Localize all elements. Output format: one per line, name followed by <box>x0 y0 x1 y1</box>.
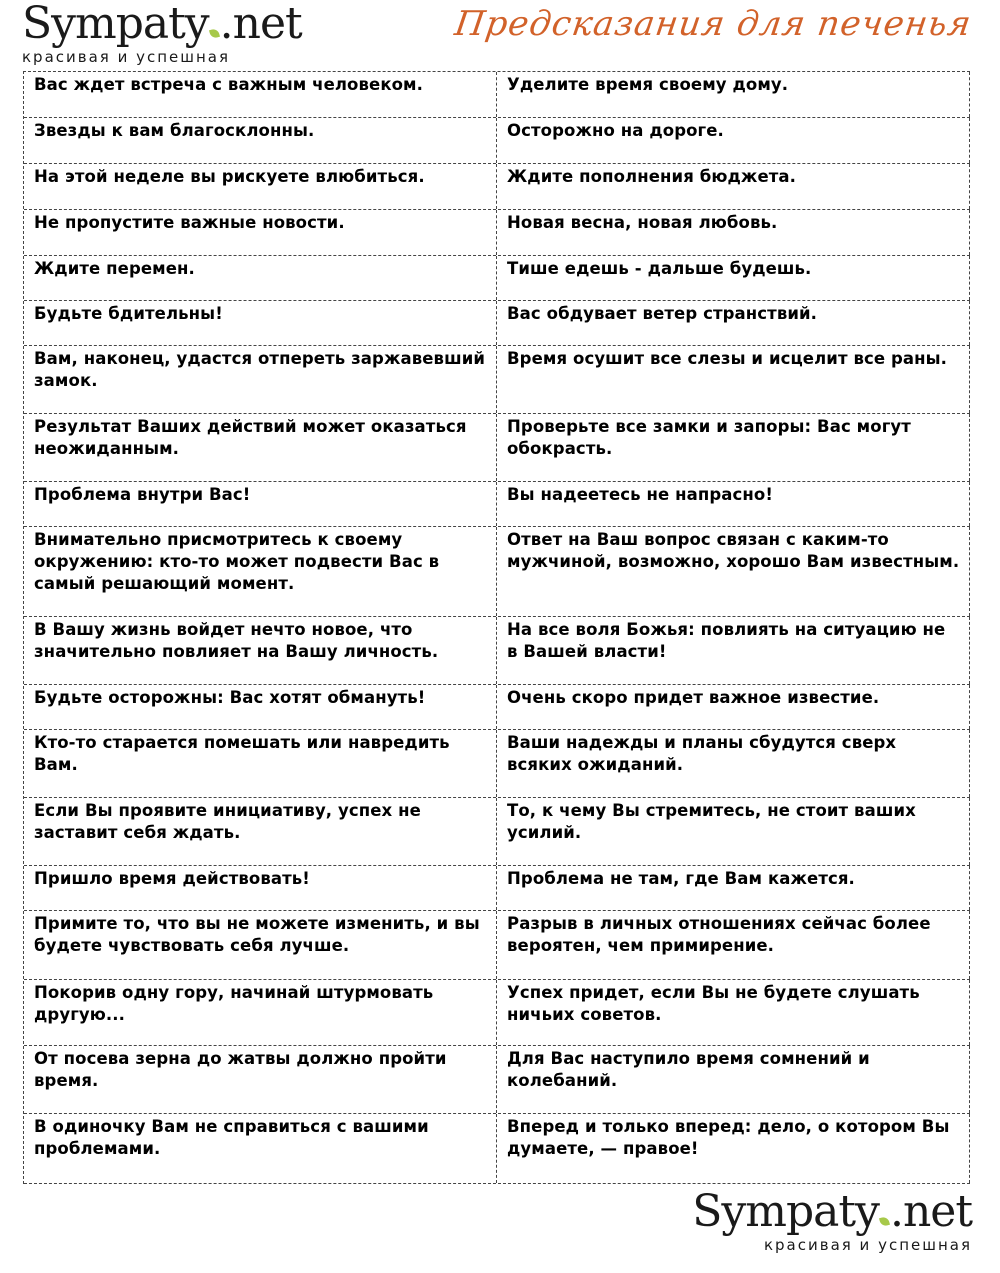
prediction-cell: Кто-то старается помешать или навредить Вам. <box>24 730 497 797</box>
leaf-icon <box>879 1216 890 1227</box>
prediction-cell: Ждите перемен. <box>24 256 497 300</box>
table-row <box>24 866 970 911</box>
prediction-cell: Пришло время действовать! <box>24 866 497 910</box>
page-title: Предсказания для печенья <box>452 4 975 44</box>
prediction-cell: Время осушит все слезы и исцелит все раны. <box>497 346 970 413</box>
prediction-cell: Уделите время своему дому. <box>497 72 970 117</box>
table-row <box>24 256 970 301</box>
prediction-cell: Для Вас наступило время сомнений и колебаний. <box>497 1046 970 1113</box>
prediction-cell: Будьте бдительны! <box>24 301 497 345</box>
table-row <box>24 911 970 980</box>
prediction-cell: Ваши надежды и планы сбудутся сверх всяких ожиданий. <box>497 730 970 797</box>
prediction-cell: Вы надеетесь не напрасно! <box>497 482 970 526</box>
prediction-cell: Ждите пополнения бюджета. <box>497 164 970 209</box>
prediction-cell: От посева зерна до жатвы должно пройти время. <box>24 1046 497 1113</box>
leaf-icon <box>209 28 220 39</box>
prediction-cell: Внимательно присмотритесь к своему окружению: кто-то может подвести Вас в самый решающий момент. <box>24 527 497 616</box>
table-row <box>24 730 970 798</box>
table-row <box>24 164 970 210</box>
prediction-cell: На этой неделе вы рискуете влюбиться. <box>24 164 497 209</box>
logo-brand: Sympaty .net <box>22 0 302 49</box>
prediction-cell: Результат Ваших действий может оказаться неожиданным. <box>24 414 497 481</box>
prediction-cell: Вас ждет встреча с важным человеком. <box>24 72 497 117</box>
table-row <box>24 617 970 685</box>
prediction-cell: Проблема не там, где Вам кажется. <box>497 866 970 910</box>
prediction-cell: Если Вы проявите инициативу, успех не заставит себя ждать. <box>24 798 497 865</box>
table-row <box>24 685 970 730</box>
logo-tagline: красивая и успешная <box>22 48 231 66</box>
prediction-cell: Вперед и только вперед: дело, о котором Вы думаете, — правое! <box>497 1114 970 1183</box>
prediction-cell: Не пропустите важные новости. <box>24 210 497 255</box>
table-row <box>24 118 970 164</box>
prediction-cell: Очень скоро придет важное известие. <box>497 685 970 729</box>
prediction-cell: Проблема внутри Вас! <box>24 482 497 526</box>
prediction-cell: Проверьте все замки и запоры: Вас могут обокрасть. <box>497 414 970 481</box>
logo-domain: net <box>902 1186 972 1237</box>
table-row <box>24 301 970 346</box>
prediction-cell: Покорив одну гору, начинай штурмовать другую... <box>24 980 497 1045</box>
table-row <box>24 482 970 527</box>
prediction-cell: Звезды к вам благосклонны. <box>24 118 497 163</box>
prediction-cell: В одиночку Вам не справиться с вашими проблемами. <box>24 1114 497 1183</box>
prediction-cell: То, к чему Вы стремитесь, не стоит ваших усилий. <box>497 798 970 865</box>
prediction-cell: Успех придет, если Вы не будете слушать ничьих советов. <box>497 980 970 1045</box>
prediction-cell: Примите то, что вы не можете изменить, и вы будете чувствовать себя лучше. <box>24 911 497 979</box>
table-row <box>24 980 970 1046</box>
table-row <box>24 72 970 118</box>
prediction-cell: Ответ на Ваш вопрос связан с каким-то мужчиной, возможно, хорошо Вам известным. <box>497 527 970 616</box>
table-row <box>24 527 970 617</box>
table-row <box>24 414 970 482</box>
prediction-cell: Тише едешь - дальше будешь. <box>497 256 970 300</box>
predictions-table <box>23 71 970 1184</box>
logo-name: Sympaty <box>692 1186 879 1237</box>
prediction-cell: Вам, наконец, удастся отпереть заржавевший замок. <box>24 346 497 413</box>
prediction-cell: В Вашу жизнь войдет нечто новое, что значительно повлияет на Вашу личность. <box>24 617 497 684</box>
prediction-cell: Новая весна, новая любовь. <box>497 210 970 255</box>
table-row <box>24 346 970 414</box>
prediction-cell: Будьте осторожны: Вас хотят обмануть! <box>24 685 497 729</box>
table-row <box>24 1114 970 1184</box>
table-row <box>24 798 970 866</box>
prediction-cell: Разрыв в личных отношениях сейчас более вероятен, чем примирение. <box>497 911 970 979</box>
prediction-cell: На все воля Божья: повлиять на ситуацию не в Вашей власти! <box>497 617 970 684</box>
prediction-cell: Вас обдувает ветер странствий. <box>497 301 970 345</box>
logo-brand: Sympaty .net <box>692 1186 972 1237</box>
logo-name: Sympaty <box>22 0 209 49</box>
table-row <box>24 210 970 256</box>
prediction-cell: Осторожно на дороге. <box>497 118 970 163</box>
logo-domain: net <box>232 0 302 49</box>
logo-footer <box>692 1186 972 1254</box>
logo-header <box>22 2 302 66</box>
logo-tagline: красивая и успешная <box>763 1236 972 1254</box>
table-row <box>24 1046 970 1114</box>
